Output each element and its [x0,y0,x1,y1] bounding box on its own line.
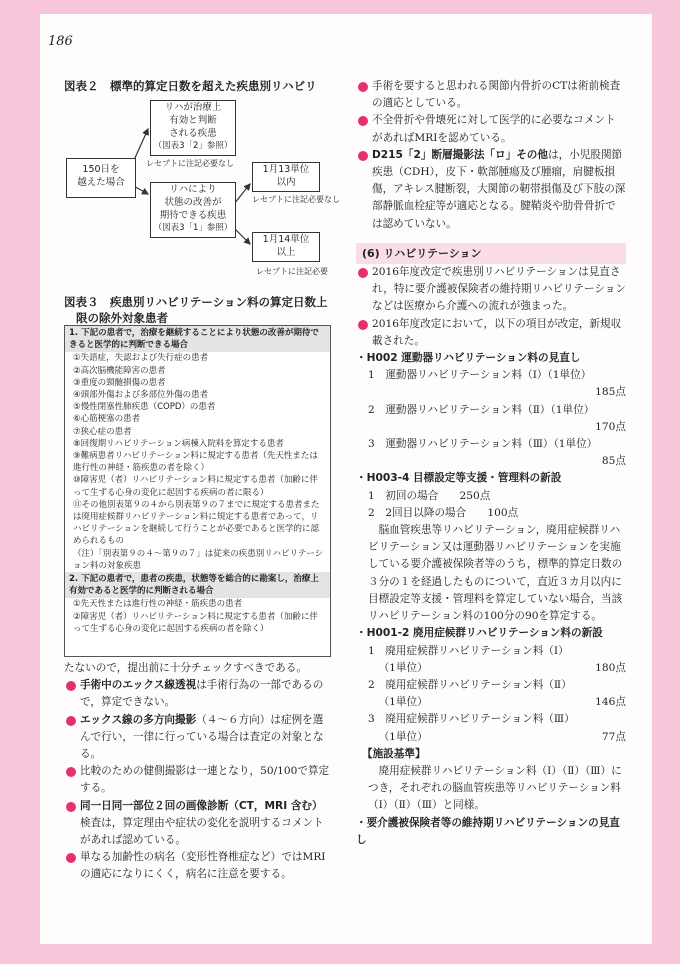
fig3-item: ①失語症，失認および失行症の患者 [73,353,209,364]
fig2-top-line1: リハが治療上 [164,102,222,113]
fig3-item: ⑨難病患者リハビリテーション料に規定する患者（先天性または進行性の神経・筋疾患の者を除く） [73,451,318,474]
h002-row-points: 85点 [601,455,626,468]
fig3-items2 [65,598,330,635]
paragraph-text: （４～６方向）は症例を選んで行い，一律に行っている場合は査定の対象となる。 [80,713,324,761]
fig3-item: ⑥心筋梗塞の患者 [73,414,141,425]
fig2-unit14-line1: 1月14単位 [262,234,310,245]
last-title: ・要介護被保険者等の維持期リハビリテーションの見直し [356,816,620,846]
fig3-item: ④頭部外傷および多部位外傷の患者 [73,390,209,401]
fig2-note-none2: レセプトに注記必要なし [252,195,340,204]
h001-row-points: 77点 [601,730,626,743]
fig2-top-line4: （図表3「2」参照） [153,141,233,151]
left-paragraph [64,763,332,797]
paragraph-text: は，小児股関節疾患（CDH），皮下・軟部腫瘍及び腫瘤，肩腱板損傷，アキレス腱断裂，大関節の靭帯損傷及び下肢の深部静脈血栓症等が適応となる。腱鞘炎や肋骨骨折では認めていない。 [372,148,626,230]
h003-row [368,505,626,522]
h002-row-label: 1 運動器リハビリテーション料（Ⅰ）（1単位） [368,369,592,382]
fig3-items1 [65,352,330,572]
fig2-mid-line3: 期待できる疾患 [159,210,227,221]
fig2-note-none1: レセプトに注記必要なし [146,159,234,168]
fig2-top-box [150,100,236,156]
fig2-start-line1: 150日を [82,164,120,175]
fig3-item: ②障害児（者）リハビリテーション料に規定する患者（加齢に伴って生ずる心身の変化に起因する疾病の者を除く） [73,611,318,634]
h001-row-points: 180点 [595,661,626,674]
fig2-top-line2: 有効と判断 [169,115,217,126]
fig2-start-line2: 越えた場合 [77,177,125,188]
fig3-item: （注）「別表第９の４～第９の７」は従来の疾患別リハビリテーション料の対象疾患 [73,548,324,571]
fig3-title-line2: 限の除外対象患者 [76,311,168,325]
left-paragraph [64,712,332,764]
paragraph-text: 不全骨折や骨壊死に対して医学的に必要なコメントがあればMRIを認めている。 [372,114,616,144]
fig3-title-line1: 図表３ 疾患別リハビリテーション料の算定日数上 [64,295,328,309]
h003-row-points: 250点 [459,489,491,502]
right-top-bullets [356,78,626,233]
section-bullet-2: 2016年度改定において，以下の項目が改定，新規収載された。 [356,316,626,350]
bold-phrase: D215「2」断層撮影法「ロ」その他 [372,148,548,161]
fig2-mid-line1: リハにより [169,184,217,195]
h001-rows [356,643,626,746]
h003-desc: 脳血管疾患等リハビリテーション，廃用症候群リハビリテーション又は運動器リハビリテーションを実施している要介護被保険者等のうち，標準的算定日数の３分の１を経過したものについて，直近３カ月以内に目標設定等支援・管理料を算定していない場合，当該リハビリテーション料の100分の90を算定する。 [368,524,623,623]
h002-row-label: 2 運動器リハビリテーション料（Ⅱ）（1単位） [368,403,595,416]
h003-row [368,488,626,505]
bold-phrase: エックス線の多方向撮影 [80,713,197,726]
right-bullet [356,112,626,146]
h001-row-label: 3 廃用症候群リハビリテーション料（Ⅲ） [368,713,575,726]
fig2-mid-line4: （図表3「1」参照） [153,223,233,233]
fig3-item: ②高次脳機能障害の患者 [73,365,166,376]
fig3-header2: 2. 下記の患者で，患者の疾患，状態等を総合的に勘案し，治療上有効であると医学的に判断される場合 [65,572,330,598]
h001-title: ・H001-2 廃用症候群リハビリテーション料の新設 [356,627,603,640]
right-bullet [356,147,626,233]
criteria-label: 【施設基準】 [362,747,426,760]
h003-row-points: 100点 [487,506,519,519]
fig2-unit14-box [252,232,320,262]
section-bullet-1: 2016年度改定で疾患別リハビリテーションは見直され，特に要介護被保険者の維持期リハビリテーションなどは医療から介護への流れが強まった。 [356,264,626,316]
bold-phrase: 同一日同一部位２回の画像診断（CT，MRI 含む） [80,799,323,812]
right-bullet [356,78,626,112]
h001-row-points: 146点 [595,696,626,709]
fig3-item: ⑦狭心症の患者 [73,426,132,437]
fig3-item: ⑩障害児（者）リハビリテーション料に規定する患者（加齢に伴って生ずる心身の変化に起因する疾病の者に限る） [73,475,318,498]
page-number: 186 [48,34,73,49]
h001-row [368,729,626,746]
fig3-item: ⑪その他別表第９の４から別表第９の７までに規定する患者または廃用症候群リハビリテーション料に規定する患者であって，リハビリテーションを継続して行うことが必要であると医学的に認められるもの [73,499,320,547]
h001-row-label: 2 廃用症候群リハビリテーション料（Ⅱ） [368,678,572,691]
h001-row-label: 1 廃用症候群リハビリテーション料（Ⅰ） [368,644,569,657]
h003-row-label: 1 初回の場合 [368,489,439,502]
fig3-item: ⑧回復期リハビリテーション病棟入院料を算定する患者 [73,438,284,449]
fig3-title [64,294,334,326]
fig3-item: ①先天性または進行性の神経・筋疾患の患者 [73,599,243,610]
h003-title: ・H003-4 目標設定等支援・管理料の新設 [356,472,562,485]
left-body-text [64,660,332,884]
paragraph-text: 比較のための健側撮影は一連となり，50/100で算定する。 [80,765,330,795]
h003-row-label: 2 2回目以降の場合 [368,506,467,519]
h001-row [368,694,626,711]
criteria-text: 廃用症候群リハビリテーション料（Ⅰ）（Ⅱ）（Ⅲ）につき，それぞれの脳血管疾患等リハビリテーション料（Ⅰ）（Ⅱ）（Ⅲ）と同様。 [368,764,622,812]
fig3-item: ⑤慢性閉塞性肺疾患（COPD）の患者 [73,402,216,413]
h001-row-unit: （1単位） [378,661,428,674]
fig3-box [64,325,331,657]
fig2-unit13-line2: 以内 [276,177,296,188]
fig2-title: 図表２ 標準的算定日数を超えた疾患別リハビリ [64,79,317,93]
h001-row-unit: （1単位） [378,696,428,709]
h002-title: ・H002 運動器リハビリテーション料の見直し [356,352,581,365]
paragraph-text: 検査は，算定理由や症状の変化を説明するコメントがあれば認めている。 [80,816,324,847]
paragraph-text: たないので，提出前に十分チェックすべきである。 [64,662,307,674]
fig2-note-need: レセプトに注記必要 [256,267,328,276]
paragraph-text: 手術を要すると思われる関節内骨折のCTは術前検査の適応としている。 [372,80,621,110]
fig2-unit13-line1: 1月13単位 [262,164,310,175]
bold-phrase: 手術中のエックス線透視 [80,679,197,692]
h001-row-unit: （1単位） [378,730,428,743]
h001-row [368,660,626,677]
paragraph-text: 単なる加齢性の病名（変形性脊椎症など）ではMRIの適応になりにくく，病名に注意を要する。 [80,851,326,881]
h003-rows [356,488,626,522]
h002-rows [356,367,626,470]
fig2-mid-box [150,182,236,238]
h002-row-points: 170点 [595,420,626,433]
h002-row-points: 185点 [595,386,626,399]
paragraph-text: は手術行為の一部であるので，算定できない。 [80,679,324,709]
fig2-top-line3: される疾患 [169,128,217,139]
left-paragraph [64,660,332,677]
fig3-header1: 1. 下記の患者で，治療を継続することにより状態の改善が期待できると医学的に判断できる場合 [65,326,330,352]
fig2-mid-line2: 状態の改善が [164,197,222,208]
fig2-unit14-line2: 以上 [276,247,296,258]
h002-row-label: 3 運動器リハビリテーション料（Ⅲ）（1単位） [368,438,598,451]
right-column [356,78,626,849]
fig2-unit13-box [252,162,320,192]
left-paragraph [64,798,332,850]
left-paragraph [64,677,332,711]
fig3-item: ③重度の頸髄損傷の患者 [73,377,166,388]
section-heading: (6) リハビリテーション [356,243,626,264]
fig2-start-box [66,158,136,198]
left-paragraph [64,849,332,883]
